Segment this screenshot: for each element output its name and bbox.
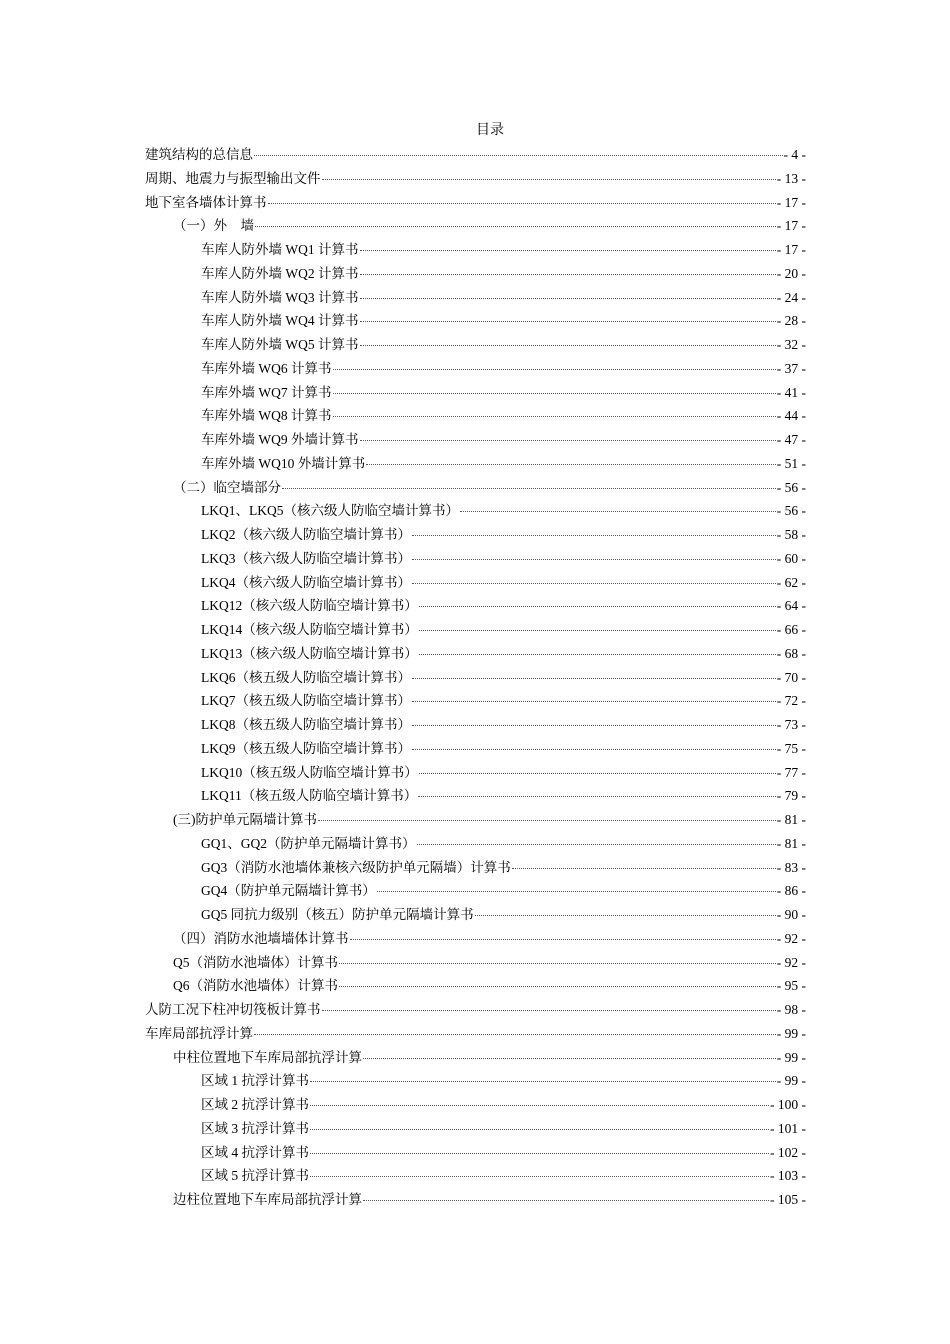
toc-entry[interactable] xyxy=(145,404,806,428)
toc-entry[interactable] xyxy=(145,428,806,452)
toc-dot-leader xyxy=(460,511,776,512)
toc-entry[interactable] xyxy=(145,737,806,761)
toc-page-number: - 64 - xyxy=(776,598,806,614)
toc-entry-text: 边柱位置地下车库局部抗浮计算 xyxy=(173,1192,362,1207)
toc-entry-text: 车库外墙 WQ7 计算书 xyxy=(201,384,332,400)
toc-entry-text: GQ1、GQ2（防护单元隔墙计算书） xyxy=(201,835,416,851)
toc-dot-leader xyxy=(419,630,776,631)
toc-page-number: - 92 - xyxy=(776,930,806,946)
toc-entry-text: GQ4（防护单元隔墙计算书） xyxy=(201,883,376,899)
toc-entry[interactable] xyxy=(145,1022,806,1046)
toc-dot-leader xyxy=(310,1129,769,1130)
toc-page-number: - 66 - xyxy=(776,622,806,637)
toc-page-number: - 86 - xyxy=(776,883,806,899)
toc-page-number: - 79 - xyxy=(776,788,806,804)
toc-dot-leader xyxy=(322,179,776,180)
toc-entry[interactable] xyxy=(145,381,806,405)
toc-entry[interactable] xyxy=(145,476,806,500)
toc-page-number: - 62 - xyxy=(776,574,806,590)
toc-page-number: - 17 - xyxy=(776,242,806,257)
toc-page-number: - 77 - xyxy=(776,764,806,780)
toc-entry-text: 车库人防外墙 WQ2 计算书 xyxy=(201,265,359,281)
toc-page-number: - 81 - xyxy=(776,835,806,851)
toc-page-number: - 60 - xyxy=(776,550,806,566)
toc-dot-leader xyxy=(419,654,776,655)
toc-entry[interactable] xyxy=(145,951,806,975)
toc-entry-text: LKQ6（核五级人防临空墙计算书） xyxy=(201,669,411,685)
toc-entry-text: GQ3（消防水池墙体兼核六级防护单元隔墙）计算书 xyxy=(201,859,511,875)
toc-entry-text: LKQ11（核五级人防临空墙计算书） xyxy=(201,788,418,804)
toc-entry-text: 区域 3 抗浮计算书 xyxy=(201,1120,309,1136)
toc-page-number: - 28 - xyxy=(776,313,806,329)
toc-dot-leader xyxy=(360,440,776,441)
toc-dot-leader xyxy=(339,963,776,964)
toc-dot-leader xyxy=(310,1176,769,1177)
toc-entry[interactable] xyxy=(145,571,806,595)
toc-dot-leader xyxy=(360,298,776,299)
toc-page-number: - 72 - xyxy=(776,693,806,709)
toc-entry[interactable] xyxy=(145,309,806,333)
toc-page-number: - 100 - xyxy=(770,1097,806,1112)
toc-entry[interactable] xyxy=(145,1069,806,1093)
toc-entry-text: LKQ12（核六级人防临空墙计算书） xyxy=(201,598,418,614)
toc-entry-text: 人防工况下柱冲切筏板计算书 xyxy=(145,1002,321,1017)
toc-dot-leader xyxy=(310,1153,769,1154)
toc-entry[interactable] xyxy=(145,214,806,238)
toc-entry[interactable] xyxy=(145,1093,806,1117)
toc-entry-text: 车库人防外墙 WQ4 计算书 xyxy=(201,313,359,329)
toc-entry[interactable] xyxy=(145,879,806,903)
toc-page-number: - 20 - xyxy=(776,265,806,281)
toc-entry-text: 车库人防外墙 WQ5 计算书 xyxy=(201,337,359,352)
toc-entry-text: LKQ3（核六级人防临空墙计算书） xyxy=(201,550,411,566)
toc-entry[interactable] xyxy=(145,642,806,666)
toc-entry-text: （一）外 墙 xyxy=(173,218,254,234)
toc-entry-text: LKQ9（核五级人防临空墙计算书） xyxy=(201,740,411,756)
toc-page-number: - 70 - xyxy=(776,669,806,685)
toc-page-number: - 83 - xyxy=(776,859,806,875)
toc-entry-text: 周期、地震力与振型输出文件 xyxy=(145,170,321,186)
toc-dot-leader xyxy=(412,749,776,750)
toc-entry[interactable] xyxy=(145,452,806,476)
toc-entry-text: 车库外墙 WQ6 计算书 xyxy=(201,360,332,376)
toc-page-number: - 44 - xyxy=(776,408,806,424)
toc-dot-leader xyxy=(360,250,776,251)
toc-dot-leader xyxy=(282,488,776,489)
toc-entry[interactable] xyxy=(145,262,806,286)
toc-entry-text: 区域 5 抗浮计算书 xyxy=(201,1168,309,1184)
toc-dot-leader xyxy=(310,1105,769,1106)
toc-dot-leader xyxy=(318,820,776,821)
toc-entry[interactable] xyxy=(145,927,806,951)
toc-entry-text: 区域 1 抗浮计算书 xyxy=(201,1073,309,1089)
toc-dot-leader xyxy=(360,321,776,322)
toc-entry-text: 车库人防外墙 WQ3 计算书 xyxy=(201,289,359,305)
toc-entry-text: Q6（消防水池墙体）计算书 xyxy=(173,978,338,994)
toc-dot-leader xyxy=(360,274,776,275)
toc-dot-leader xyxy=(363,1058,776,1059)
toc-dot-leader xyxy=(339,986,776,987)
toc-entry[interactable] xyxy=(145,808,806,832)
toc-dot-leader xyxy=(418,796,776,797)
toc-page-number: - 90 - xyxy=(776,907,806,922)
toc-entry[interactable] xyxy=(145,784,806,808)
toc-entry-text: LKQ1、LKQ5（核六级人防临空墙计算书） xyxy=(201,503,459,519)
toc-page-number: - 81 - xyxy=(776,812,806,827)
toc-dot-leader xyxy=(333,393,776,394)
toc-entry[interactable] xyxy=(145,618,806,642)
toc-dot-leader xyxy=(419,606,776,607)
toc-page-number: - 32 - xyxy=(776,337,806,352)
toc-page-number: - 92 - xyxy=(776,954,806,970)
toc-dot-leader xyxy=(363,1200,769,1201)
toc-entry[interactable] xyxy=(145,1188,806,1212)
toc-page-number: - 105 - xyxy=(770,1192,806,1207)
toc-entry-text: LKQ10（核五级人防临空墙计算书） xyxy=(201,764,418,780)
toc-entry-text: 区域 2 抗浮计算书 xyxy=(201,1097,309,1112)
toc-entry[interactable] xyxy=(145,594,806,618)
toc-entry[interactable] xyxy=(145,238,806,262)
toc-entry[interactable] xyxy=(145,666,806,690)
toc-dot-leader xyxy=(333,416,776,417)
toc-dot-leader xyxy=(412,725,776,726)
toc-dot-leader xyxy=(254,1034,776,1035)
toc-entry[interactable] xyxy=(145,713,806,737)
toc-entry[interactable] xyxy=(145,1117,806,1141)
toc-dot-leader xyxy=(366,464,776,465)
toc-entry-text: （四）消防水池墙墙体计算书 xyxy=(173,930,349,946)
toc-entry[interactable] xyxy=(145,974,806,998)
toc-dot-leader xyxy=(310,1081,776,1082)
toc-dot-leader xyxy=(268,203,776,204)
toc-page-number: - 47 - xyxy=(776,432,806,447)
toc-entry-text: LKQ7（核五级人防临空墙计算书） xyxy=(201,693,411,709)
toc-page-number: - 56 - xyxy=(776,503,806,519)
toc-page-number: - 17 - xyxy=(776,194,806,210)
toc-entry[interactable] xyxy=(145,1141,806,1165)
toc-dot-leader xyxy=(475,915,776,916)
toc-page-number: - 73 - xyxy=(776,717,806,732)
toc-dot-leader xyxy=(412,559,776,560)
toc-page-number: - 102 - xyxy=(770,1144,806,1160)
toc-dot-leader xyxy=(333,369,776,370)
toc-entry-text: (三)防护单元隔墙计算书 xyxy=(173,812,317,827)
toc-page-number: - 75 - xyxy=(776,740,806,756)
toc-entry-text: LKQ2（核六级人防临空墙计算书） xyxy=(201,527,411,542)
toc-entry[interactable] xyxy=(145,143,806,167)
toc-page-number: - 58 - xyxy=(776,527,806,542)
toc-entry-text: LKQ14（核六级人防临空墙计算书） xyxy=(201,622,418,637)
toc-page-number: - 99 - xyxy=(776,1073,806,1089)
toc-entry[interactable] xyxy=(145,523,806,547)
toc-dot-leader xyxy=(254,155,783,156)
toc-dot-leader xyxy=(412,583,776,584)
toc-dot-leader xyxy=(419,773,776,774)
toc-entry[interactable] xyxy=(145,856,806,880)
toc-entry[interactable] xyxy=(145,1164,806,1188)
toc-entry[interactable] xyxy=(145,191,806,215)
toc-entry[interactable] xyxy=(145,547,806,571)
toc-page-number: - 37 - xyxy=(776,360,806,376)
toc-entry[interactable] xyxy=(145,167,806,191)
toc-entry[interactable] xyxy=(145,286,806,310)
toc-entry-text: 车库外墙 WQ8 计算书 xyxy=(201,408,332,424)
toc-page-number: - 98 - xyxy=(776,1002,806,1017)
toc-entry-text: Q5（消防水池墙体）计算书 xyxy=(173,954,338,970)
toc-page-number: - 41 - xyxy=(776,384,806,400)
toc-entry[interactable] xyxy=(145,499,806,523)
toc-entry-text: 车库人防外墙 WQ1 计算书 xyxy=(201,242,359,257)
toc-dot-leader xyxy=(350,939,776,940)
toc-dot-leader xyxy=(322,1010,776,1011)
toc-page-number: - 99 - xyxy=(776,1025,806,1041)
toc-page-number: - 56 - xyxy=(776,479,806,495)
toc-dot-leader xyxy=(377,891,776,892)
toc-entry-text: 车库外墙 WQ9 外墙计算书 xyxy=(201,432,359,447)
toc-dot-leader xyxy=(512,868,776,869)
toc-entry-text: （二）临空墙部分 xyxy=(173,479,281,495)
toc-entry-text: LKQ13（核六级人防临空墙计算书） xyxy=(201,645,418,661)
toc-page-number: - 51 - xyxy=(776,455,806,471)
toc-page-number: - 4 - xyxy=(783,147,806,162)
toc-dot-leader xyxy=(412,678,776,679)
toc-dot-leader xyxy=(255,226,776,227)
toc-page-number: - 24 - xyxy=(776,289,806,305)
toc-page-number: - 95 - xyxy=(776,978,806,994)
toc-entry[interactable] xyxy=(145,998,806,1022)
toc-dot-leader xyxy=(412,535,776,536)
toc-entry[interactable] xyxy=(145,333,806,357)
toc-entry-text: 车库外墙 WQ10 外墙计算书 xyxy=(201,455,366,471)
toc-page-number: - 13 - xyxy=(776,170,806,186)
toc-entry-text: 区域 4 抗浮计算书 xyxy=(201,1144,309,1160)
toc-dot-leader xyxy=(412,701,776,702)
toc-entry[interactable] xyxy=(145,832,806,856)
toc-entry[interactable] xyxy=(145,357,806,381)
toc-entry-text: 建筑结构的总信息 xyxy=(145,147,253,162)
toc-entry[interactable] xyxy=(145,761,806,785)
toc-entry-text: 车库局部抗浮计算 xyxy=(145,1025,253,1041)
toc-title: 目录 xyxy=(476,123,504,138)
toc-page-number: - 101 - xyxy=(770,1120,806,1136)
toc-dot-leader xyxy=(360,345,776,346)
toc-entry[interactable] xyxy=(145,689,806,713)
toc-page-number: - 103 - xyxy=(770,1168,806,1184)
toc-entry-text: LKQ8（核五级人防临空墙计算书） xyxy=(201,717,411,732)
toc-entry-text: 中柱位置地下车库局部抗浮计算 xyxy=(173,1049,362,1065)
toc-entry-text: GQ5 同抗力级别（核五）防护单元隔墙计算书 xyxy=(201,907,474,922)
toc-page-number: - 99 - xyxy=(776,1049,806,1065)
toc-entry[interactable] xyxy=(145,1046,806,1070)
toc-entry[interactable] xyxy=(145,903,806,927)
table-of-contents xyxy=(145,143,806,1212)
toc-entry-text: LKQ4（核六级人防临空墙计算书） xyxy=(201,574,411,590)
toc-dot-leader xyxy=(417,844,776,845)
toc-page-number: - 17 - xyxy=(776,218,806,234)
toc-page-number: - 68 - xyxy=(776,645,806,661)
toc-entry-text: 地下室各墙体计算书 xyxy=(145,194,267,210)
